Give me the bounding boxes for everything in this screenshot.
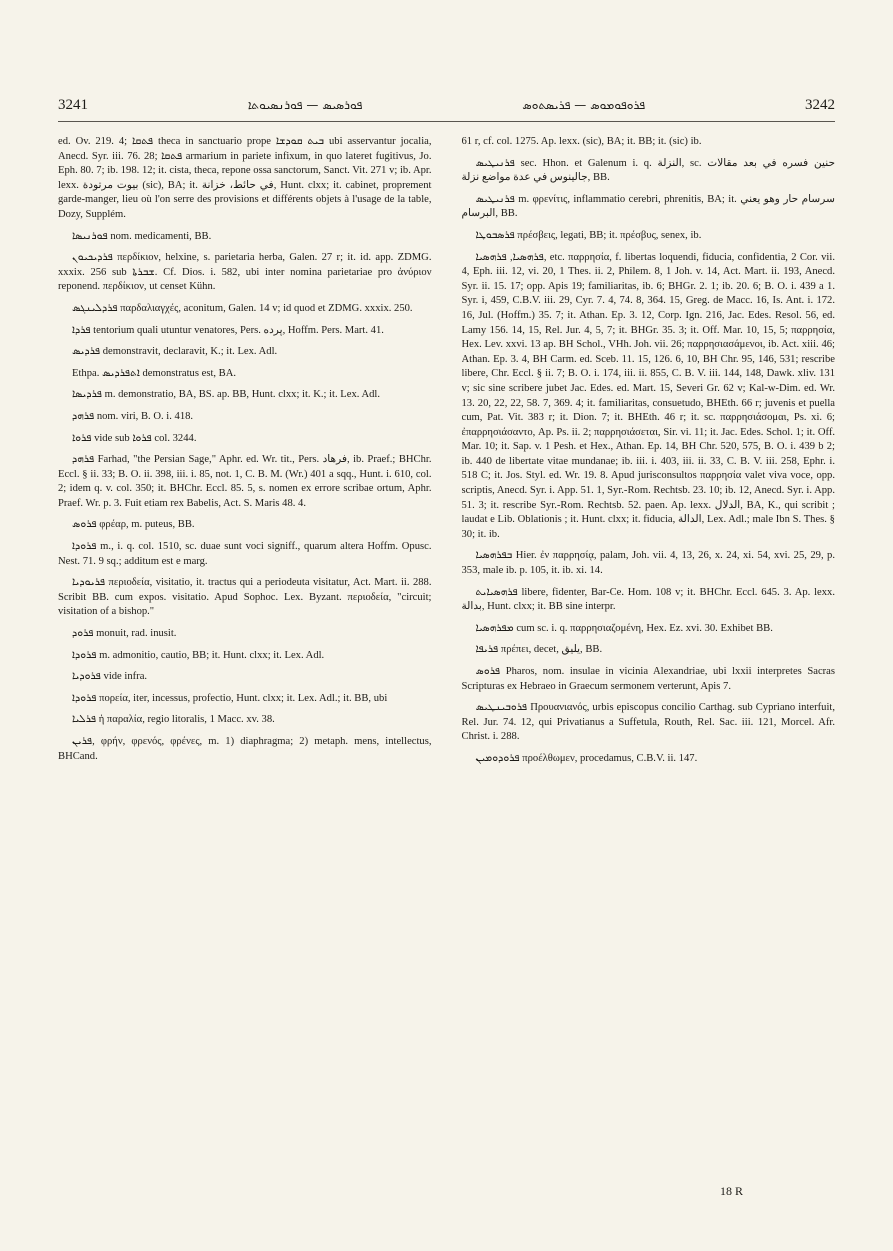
dictionary-entry: ܦܪܘܕ monuit, rad. inusit. (72, 628, 177, 640)
dictionary-entry: ܦܪܣܒܘܛܐ πρέσβεις, legati, BB; it. πρέσβυς, senex, ib. (475, 229, 702, 241)
left-running-title: ܦܘܪܣܝܣ — ܦܘܪܢܣܝܘܬܐ (247, 97, 363, 112)
dictionary-entry: ܦܪܝܦܐ πρέπει, decet, يليق, BB. (475, 644, 603, 656)
dictionary-entry: ܦܪܗܕ nom. viri, B. O. i. 418. (72, 410, 194, 422)
running-header (58, 92, 835, 118)
dictionary-entry: ܡܦܪܗܣܝܐ cum sc. i. q. παρρησιαζομένη, Hex. Ez. xvi. 30. Exhibet BB. (475, 622, 773, 634)
dictionary-entry: ܦܪܘܕܐ m. admonitio, cautio, BB; it. Hunt. clxx; it. Lex. Adl. (72, 649, 325, 661)
dictionary-entry: ܦܪܕܝܣ demonstravit, declaravit, K.; it. Lex. Adl. (72, 346, 278, 358)
text-columns (58, 135, 835, 1193)
dictionary-entry: ed. Ov. 219. 4; ܦܬܩܐ theca in sanctuario prope ܒܝܬ ܩܘܕܫܐ ubi asservantur jocalia, Anecd. Syr. iii. 76. 28; ܦܬܩܐ armarium in pariete infixum, in quo lateret fugitivus, Jo. Eph. 80. 7; ib. 198. 12; it. cista, theca, repone ossa sanctorum, Sanct. Vit. 271 v; ib. Apr. lexx. بيوت مرتودة (sic), BA; it. في حائط، خزانة, Hunt. clxx; it. cabinet, proprement garde-manger, lieu où l'on serre des provisions et différents objets à l'usage de la table, Dozy, Supplém. (58, 136, 432, 220)
right-running-title: ܦܪܘܦܘܡܘܣ — ܦܪܝܣܬܘܣ (522, 97, 646, 112)
right-column (462, 135, 836, 1193)
right-page-number: 3242 (804, 96, 835, 113)
dictionary-entry: ܦܪܘܒܝܢܛܝܣ Προυανιανός, urbis episcopus concilio Carthag. sub Cypriano interfuit, Rel. Jur. 74. 12, qui Privatianus a Suffetula, Routh, Rel. Sac. iii. 121, Morcel. Afr. Christ. i. 288. (461, 702, 835, 743)
dictionary-entry: ܦܪܢܝܛܝܣ sec. Hhon. et Galenum i. q. النزلة, sc. حنين فسره في بعد مقالات جالينوس في عدة مواضع نزلة, BB. (461, 157, 835, 184)
dictionary-entry: ܦܪܗܣܝܐ, ܦܪܗܣܝܐ, etc. παρρησία, f. libertas loquendi, fiducia, confidentia, 2 Cor. vii. 4, Eph. iii. 12, vi. 20, 1 Thes. ii. 2, Philem. 8, 1 Joh. v. 14, Act. Mart. ii. 193, Anecd. Syr. ii. 15. 17; opp. Apis 19; familiaritas, ib. 6; BHGr. 2. 1; ib. 20. 6; B. O. i. 439 a 1. Syr. i, 459, C.B.V. iii. 29, Cyr. 7. 4, 74. 8, 364. 15, Greg. de Macc. 16, Is. Ant. i. 172. 16, Jul. (Hoffm.) 35. 7; it. Athan. Ep. 3. 12, Corp. Ign. 216, Jac. Edes. Resol. 56, ed. Lamy 156. 14, 15, Rel. Jur. 4, 5, 7; it. BHGr. 35. 3; it. Off. Mar. 10, 15, 5; παρρησία, Hex. Lev. xxvi. 13 ap. BH Schol., VHh. Joh. vii. 26; παρρησιασάμενοι, ib. Act. xiii. 46; Athan. Ep. 3. 4, BH Carm. ed. Sceb. 11. 15, 126. 6, 10, BH Chr. 95, 146, 531; rescribe libere, Chr. Eccl. § ii. 7; B. O. i. 174, iii. ii. 855, C. B. V. iii. 144, 148, Dawk. xliv. 131 v; sic sine scribere jubet Jac. Edes. ed. Mart. 15, Severi Gr. 62 v; Kal-w-Dim. ed. Wr. 13. 20, 22, 22, 58. 7, 369. 4; it. familiaritas, consuetudo, BHEth. 66 r; juvenis et puella cum, Pat. Vit. 383 r; it. Dion. 7; it. BHEth. 46 r; it. sc. παρρησιάσομαι, Ps. xi. 6; ἐπαρρησιάσαντο, Ap. Ps. ii. 2; παρρησιάσεται, Sir. vi. 11; it. Jac. Edes. Schol. 1; it. Off. Mar. 10; it. Sap. v. 1 Pesh. et Hex., Athan. Ep. 14, BH Chr. 520, 575, B. O. i. 439 b 2; ib. 440 de libertate vitae mundanae; ib. iii. i. 403, iii. ii. 33, C. B. V. iii. 258, Ephr. i. 518 C; it. Jos. Styl. ed. Wr. 19. 8. Apud jurisconsultos παρρησία valet viva voce, opp. scriptis, Anecd. Syr. i. App. 51. 1, Syr.-Rom. Rechtsb. 23. 10; ib. 12, Anecd. Syr. i. App. 51. 3; it. rescribe Syr.-Rom. Rechtsb. 52. paen. Ap. lexx. الدلال, BA, K., qui scribit ; laudat e Lib. Oblationis ; it. Hunt. clxx; it. fiducia, الدالة, Lex. Adl.; male Ibn S. Thes. § 30; it. ib. (461, 251, 835, 540)
left-column (58, 135, 432, 1193)
dictionary-entry: ܦܘܪܢܝܣܐ nom. medicamenti, BB. (72, 230, 212, 242)
dictionary-entry: ܦܪܕܝܣܐ m. demonstratio, BA, BS. ap. BB, Hunt. clxx; it. K.; it. Lex. Adl. (72, 389, 381, 401)
dictionary-entry: ܦܪܕܠܝܢܓܣ παρδαλιαγχές, aconitum, Galen. 14 v; id quod et ZDMG. xxxix. 250. (72, 302, 413, 314)
dictionary-entry: ܦܪܘܣ Pharos, nom. insulae in vicinia Alexandriae, ubi lxxii interpretes Sacras Scripturas ex Hebraeo in Graecum sermonem verterunt, Apis 7. (461, 666, 835, 692)
dictionary-entry: Ethpa. ܐܬܦܪܕܝܣ demonstratus est, BA. (72, 367, 237, 379)
header-rule (58, 121, 835, 122)
dictionary-entry: 61 r, cf. col. 1275. Ap. lexx. (sic), BA; it. BB; it. (sic) ib. (461, 136, 702, 147)
dictionary-entry: ܦܪܗܣܝܐܝܬ libere, fidenter, Bar-Ce. Hom. 108 v; it. BHChr. Eccl. 645. 3. Ap. lexx. بدالة, Hunt. clxx; it. BB sine interpr. (461, 586, 835, 613)
dictionary-entry: ܦܪܝܘܕܝܐ περιοδεία, visitatio, it. tractus qui a periodeuta visitatur, Act. Mart. ii. 288. Scribit BB. cum expos. visitatio. Apud Sophoc. Lex. Byzant. περιοδεία, "circuit; visitation of a bishop." (58, 577, 432, 618)
dictionary-entry: ܦܪܕܝܟܝܘܢ περδίκιον, helxine, s. parietaria herba, Galen. 27 r; it. id. app. ZDMG. xxxix. 256 sub ܫܒܪܬܐ. Cf. Dios. i. 582, ubi inter nomina parietariae pro ἀνύριον reponend. περδίκιον, ut censet Kühn. (58, 252, 432, 293)
left-page-number: 3241 (58, 96, 88, 113)
dictionary-entry: ܦܪܘܣ φρέαρ, m. puteus, BB. (72, 519, 195, 531)
dictionary-entry: ܦܪܝܢ, φρήν, φρενός, φρένες, m. 1) diaphragma; 2) metaph. mens, intellectus, BHCand. (58, 736, 432, 762)
dictionary-entry: ܦܪܘܕܘܡܝܢ προέλθωμεν, procedamus, C.B.V. ii. 147. (475, 752, 698, 764)
dictionary-entry: ܦܪܘܕܐ πορεία, iter, incessus, profectio, Hunt. clxx; it. Lex. Adl.; it. BB, ubi (72, 692, 388, 704)
dictionary-entry: ܦܪܕܐ tentorium quali utuntur venatores, Pers. پرده, Hoffm. Pers. Mart. 41. (72, 324, 384, 336)
signature-mark: 18 R (719, 1184, 743, 1198)
dictionary-entry: ܦܪܘܕܝܐ vide infra. (72, 671, 148, 683)
dictionary-entry: ܦܪܘܕܐ m., i. q. col. 1510, sc. duae sunt voci signiff., quarum altera Hoffm. Opusc. Nest. 71. 9 sq.; additum est e marg. (58, 541, 432, 567)
dictionary-entry: ܦܪܠܝܐ ἡ παραλία, regio litoralis, 1 Macc. xv. 38. (72, 714, 275, 726)
dictionary-entry: ܦܪܗܕ Farhad, "the Persian Sage," Aphr. ed. Wr. tit., Pers. فرهاد, ib. Praef.; BHChr. Eccl. § ii. 33; B. O. ii. 398, iii. i. 85, not. 1, C. B. M. (Wr.) 401 a sqq., Hunt. i. 610, col. 2; idem q. v. col. 350; it. BHChr. Eccl. 85. 5, s. nomen ex errore scribae ortum, Aphr. Praef. Wr. p. 3. Fuit etiam rex Babelis, Act. S. Maris 48. 4. (58, 454, 432, 509)
dictionary-entry: ܒܦܪܗܣܝܐ Hier. ἐν παρρησίᾳ, palam, Joh. vii. 4, 13, 26, x. 24, xi. 54, xvi. 25, 29, p. 353, male ib. p. 105, it. ib. xi. 14. (461, 550, 835, 577)
dictionary-entry: ܦܪܢܝܛܝܣ m. φρενίτις, inflammatio cerebri, phrenitis, BA; it. سرسام حار وهو يعني البرسام, BB. (461, 193, 835, 220)
dictionary-entry: ܦܪܘܐ vide sub ܦܪܘܐ col. 3244. (72, 432, 197, 444)
